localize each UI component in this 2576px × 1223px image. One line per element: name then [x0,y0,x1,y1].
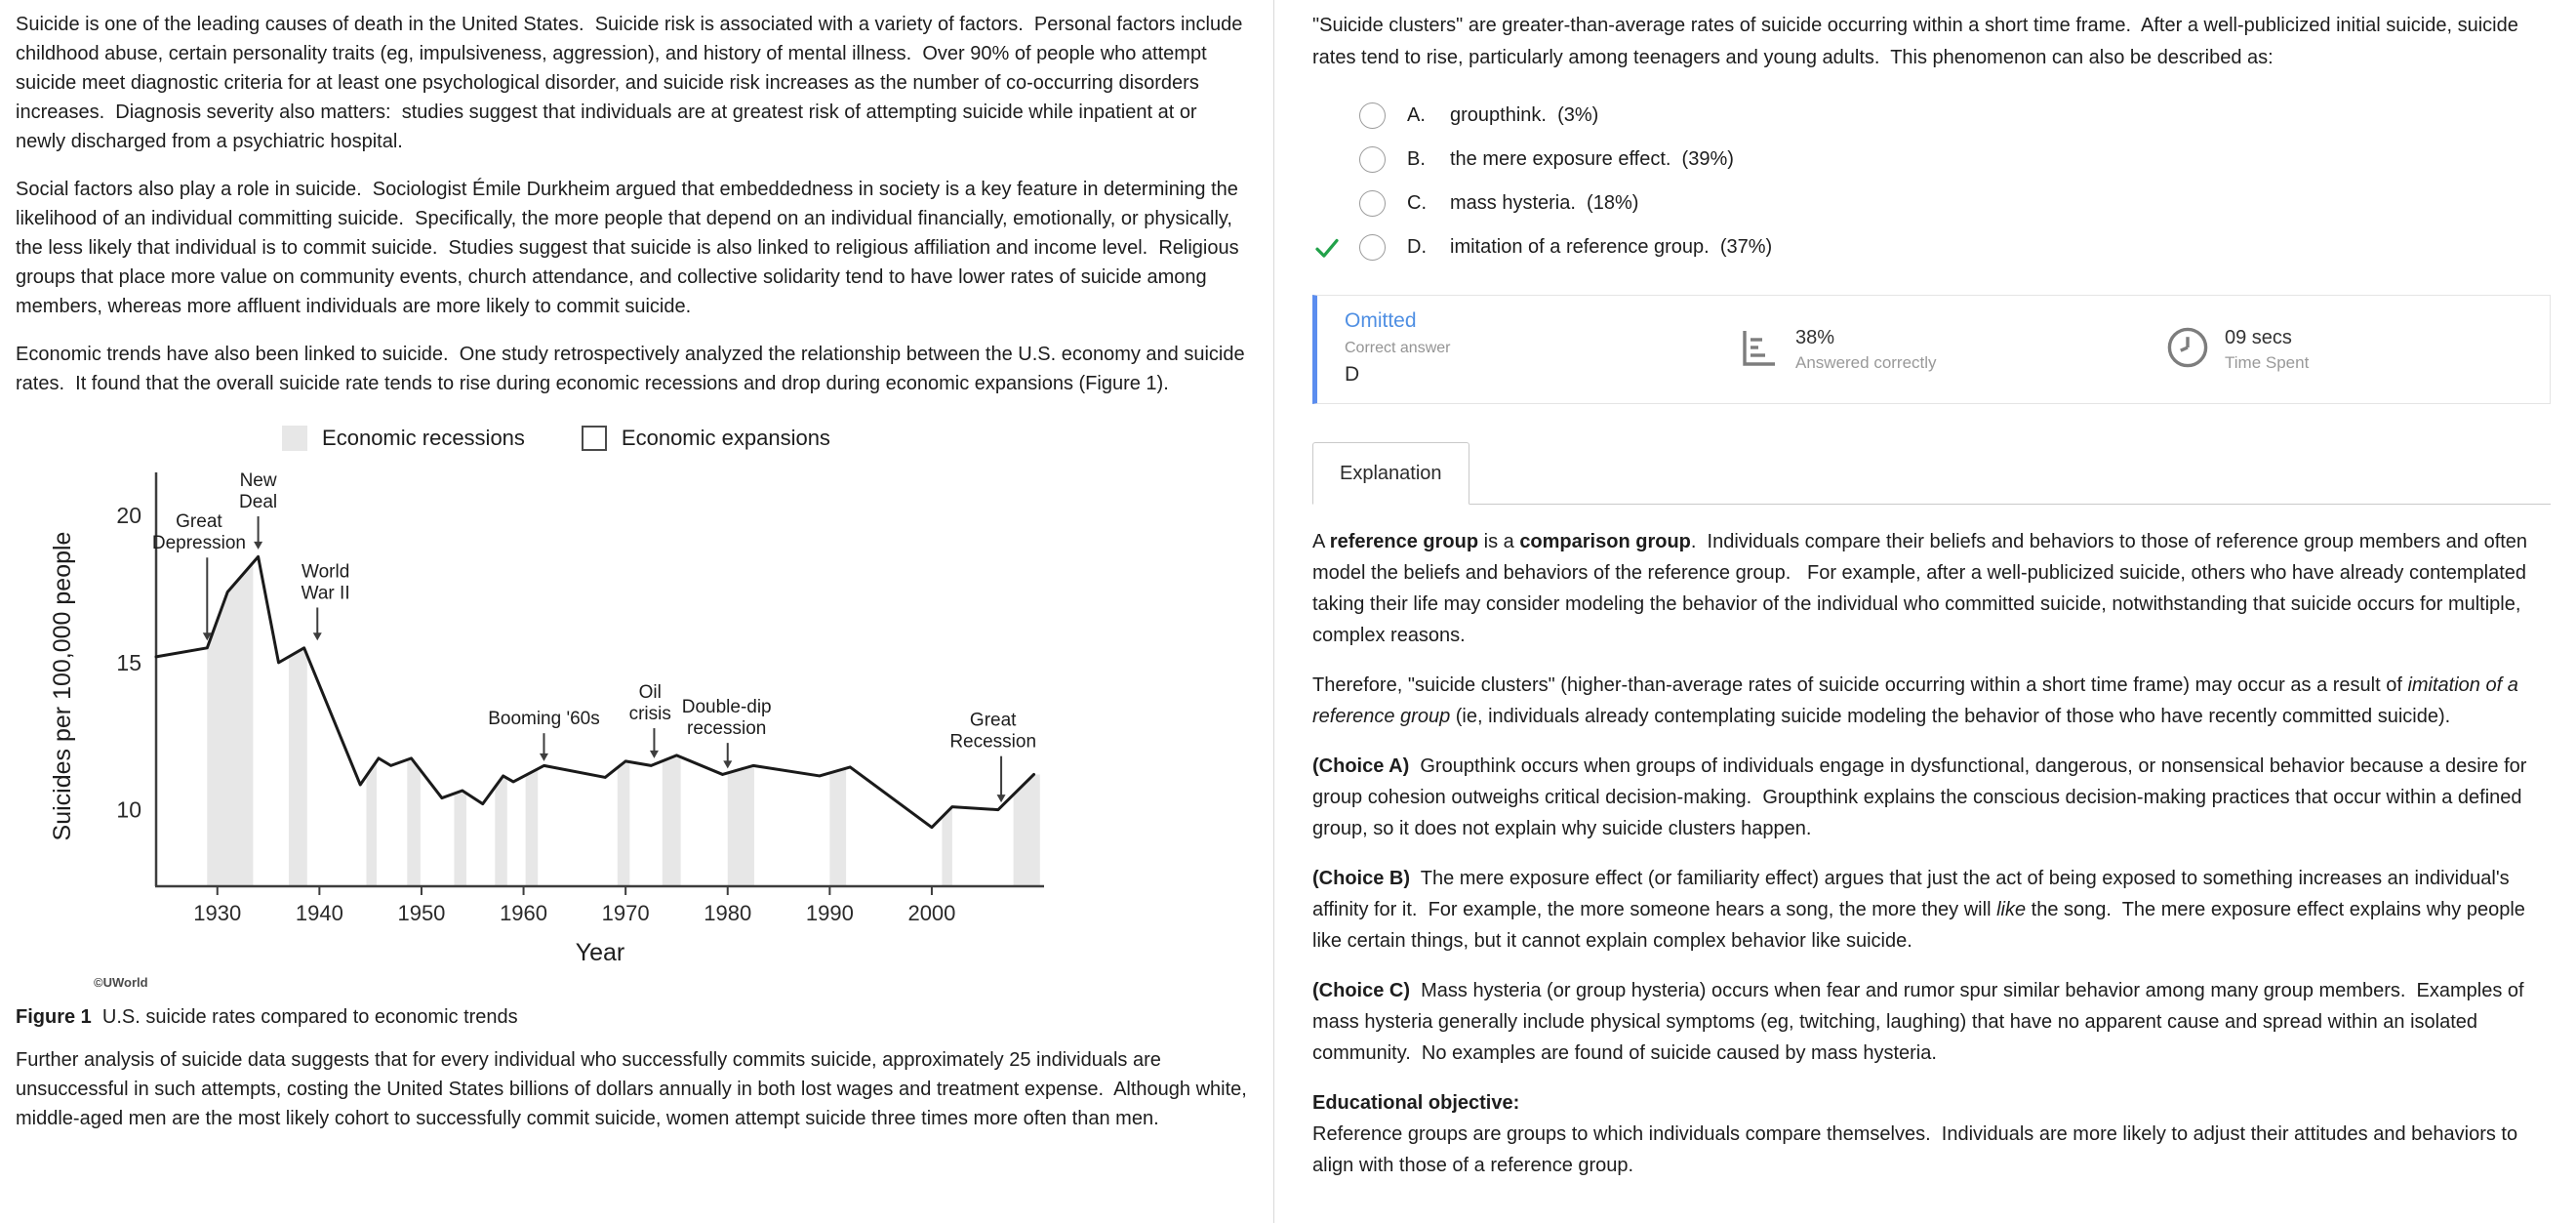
svg-text:New: New [239,470,277,491]
option-letter: D. [1407,236,1427,258]
option-text: imitation of a reference group. (37%) [1450,236,1773,258]
correct-answer-value: D [1345,363,1360,386]
svg-text:1960: 1960 [500,901,548,925]
explanation-content [1312,526,2551,1181]
options-list [1312,94,2551,269]
stat-time-spent [2164,296,2576,403]
svg-text:20: 20 [116,503,141,529]
svg-text:War II: War II [301,583,350,604]
explanation-choice-b: (Choice B) The mere exposure effect (or familiarity effect) argues that just the act of being exposed to something increases an individual's affinity for it. For example, the more someone hears a song, the more they will like the song. The mere exposure effect explains why people like certain things, but it cannot explain complex behavior like suicide. [1312,868,2531,952]
option-row[interactable] [1312,138,2551,182]
svg-text:2000: 2000 [907,901,956,925]
svg-text:Great: Great [176,511,222,533]
svg-text:Year: Year [575,939,625,966]
radio-button[interactable] [1359,190,1386,217]
figure-1 [16,424,1083,1030]
tab-explanation[interactable]: Explanation [1312,442,1469,505]
stat-value: 38% [1795,326,1835,348]
svg-text:1980: 1980 [704,901,752,925]
legend-label: Economic recessions [322,426,525,450]
figure-caption: Figure 1 U.S. suicide rates compared to economic trends [16,1006,518,1028]
stat-value: 09 secs [2225,326,2292,348]
passage-panel [0,0,1274,1223]
option-text: mass hysteria. (18%) [1450,192,1639,214]
question-stem: "Suicide clusters" are greater-than-average rates of suicide occurring within a short time frame. After a well-publicized initial suicide, suicide rates tend to rise, particularly among teenagers and young adults. This phenomenon can also be described as: [1312,15,2524,68]
svg-text:Depression: Depression [151,533,246,554]
option-letter: C. [1407,192,1427,214]
educational-objective-body: Reference groups are groups to which individuals compare themselves. Individuals are more likely to adjust their attitudes and behaviors to align with those of a reference group. [1312,1123,2523,1176]
correct-answer-label: Correct answer [1345,340,1451,356]
svg-text:Booming '60s: Booming '60s [488,709,600,730]
result-box [1312,295,2551,404]
tabs-row [1312,441,2551,505]
svg-text:Oil: Oil [638,682,662,704]
legend-item [582,426,830,451]
svg-text:Double-dip: Double-dip [681,697,772,718]
result-info [1317,296,1735,403]
option-letter: A. [1407,104,1426,126]
svg-text:1940: 1940 [295,901,343,925]
question-panel [1275,0,2576,1223]
explanation-paragraph-2: Therefore, "suicide clusters" (higher-than-average rates of suicide occurring within a short time frame) may occur as a result of imitation of a reference group (ie, individuals already contemplating suicide modeling the behavior of those who have recently committed suicide). [1312,674,2524,727]
correct-check-icon [1312,233,1359,263]
svg-text:1990: 1990 [805,901,854,925]
figure-chart-svg [29,459,1064,991]
legend-label: Economic expansions [621,426,830,450]
svg-text:15: 15 [116,649,141,675]
svg-text:1950: 1950 [397,901,446,925]
bar-chart-icon [1735,324,1782,376]
stat-label: Time Spent [2225,352,2310,372]
svg-text:1970: 1970 [601,901,650,925]
svg-text:crisis: crisis [628,704,671,725]
option-row[interactable] [1312,225,2551,269]
passage-paragraph-4: Further analysis of suicide data suggests that for every individual who successfully commits suicide, approximately 25 individuals are unsuccessful in such attempts, costing the United States billions of dollars annually in both lost wages and treatment expense. Although white, middle-aged men are the most likely cohort to successfully commit suicide, women attempt suicide three times more often than men. [16,1049,1253,1129]
svg-text:10: 10 [116,796,141,823]
svg-text:Great: Great [969,710,1017,731]
explanation-choice-c: (Choice C) Mass hysteria (or group hysteria) occurs when fear and rumor spur similar behavior among many group members. Examples of mass hysteria generally include physical symptoms (eg, twitching, laughing) that have no apparent cause and spread within an isolated community. No examples are found of suicide caused by mass hysteria. [1312,980,2530,1064]
svg-text:Suicides per 100,000 people: Suicides per 100,000 people [49,531,76,841]
legend-item [282,426,525,451]
svg-text:World: World [301,561,350,583]
radio-button[interactable] [1359,234,1386,261]
option-row[interactable] [1312,94,2551,138]
passage-paragraph-1: Suicide is one of the leading causes of death in the United States. Suicide risk is associated with a variety of factors. Personal factors include childhood abuse, certain personality traits (eg, impulsiveness, aggression), and history of mental illness. Over 90% of people who attempt suicide meet diagnostic criteria for at least one psychological disorder, and suicide risk increases as the number of co-occurring disorders increases. Diagnosis severity also matters: studies suggest that individuals are at greatest risk of attempting suicide while inpatient at or newly discharged from a psychiatric hospital. [16,14,1248,152]
explanation-choice-a: (Choice A) Groupthink occurs when groups of individuals engage in dysfunctional, dangerous, or nonsensical behavior because a desire for group cohesion outweighs critical decision-making. Groupthink explains the conscious decision-making practices that occur within a defined group, so it does not explain why suicide clusters happen. [1312,755,2532,839]
radio-button[interactable] [1359,102,1386,129]
educational-objective-heading: Educational objective: [1312,1092,1520,1114]
svg-text:recession: recession [687,718,767,740]
svg-text:Deal: Deal [239,492,278,512]
option-letter: B. [1407,148,1426,170]
explanation-paragraph-1: A reference group is a comparison group. Individuals compare their beliefs and behaviors to those of reference group members and often model the beliefs and behaviors of the reference group. For example, after a well-publicized suicide, others who have already contemplated taking their life may consider modeling the behavior of the individual who committed suicide, notwithstanding that suicide occurs for multiple, complex reasons. [1312,531,2533,646]
stat-label: Answered correctly [1795,352,1937,372]
legend-swatch [582,426,607,451]
result-status: Omitted [1345,309,1417,332]
legend-swatch [282,426,307,451]
passage-paragraph-2: Social factors also play a role in suicide. Sociologist Émile Durkheim argued that embeddedness in society is a key feature in determining the likelihood of an individual committing suicide. Specifically, the more people that depend on an individual financially, emotionally, or physically, the less likely that individual is to commit suicide. Studies suggest that suicide is also linked to religious affiliation and income level. Religious groups that place more value on community events, church attendance, and collective solidarity tend to have lower rates of suicide among members, whereas more affluent individuals are more likely to commit suicide. [16,179,1245,317]
stat-answered-correctly [1735,296,2164,403]
svg-text:Recession: Recession [949,731,1037,753]
clock-icon [2164,324,2211,376]
svg-text:©UWorld: ©UWorld [94,975,148,990]
chart-legend [29,424,1083,453]
svg-text:1930: 1930 [193,901,242,925]
option-text: the mere exposure effect. (39%) [1450,148,1734,170]
option-text: groupthink. (3%) [1450,104,1599,126]
passage-paragraph-3: Economic trends have also been linked to suicide. One study retrospectively analyzed the relationship between the U.S. economy and suicide rates. It found that the overall suicide rate tends to rise during economic recessions and drop during economic expansions (Figure 1). [16,344,1251,394]
radio-button[interactable] [1359,146,1386,173]
option-row[interactable] [1312,182,2551,225]
